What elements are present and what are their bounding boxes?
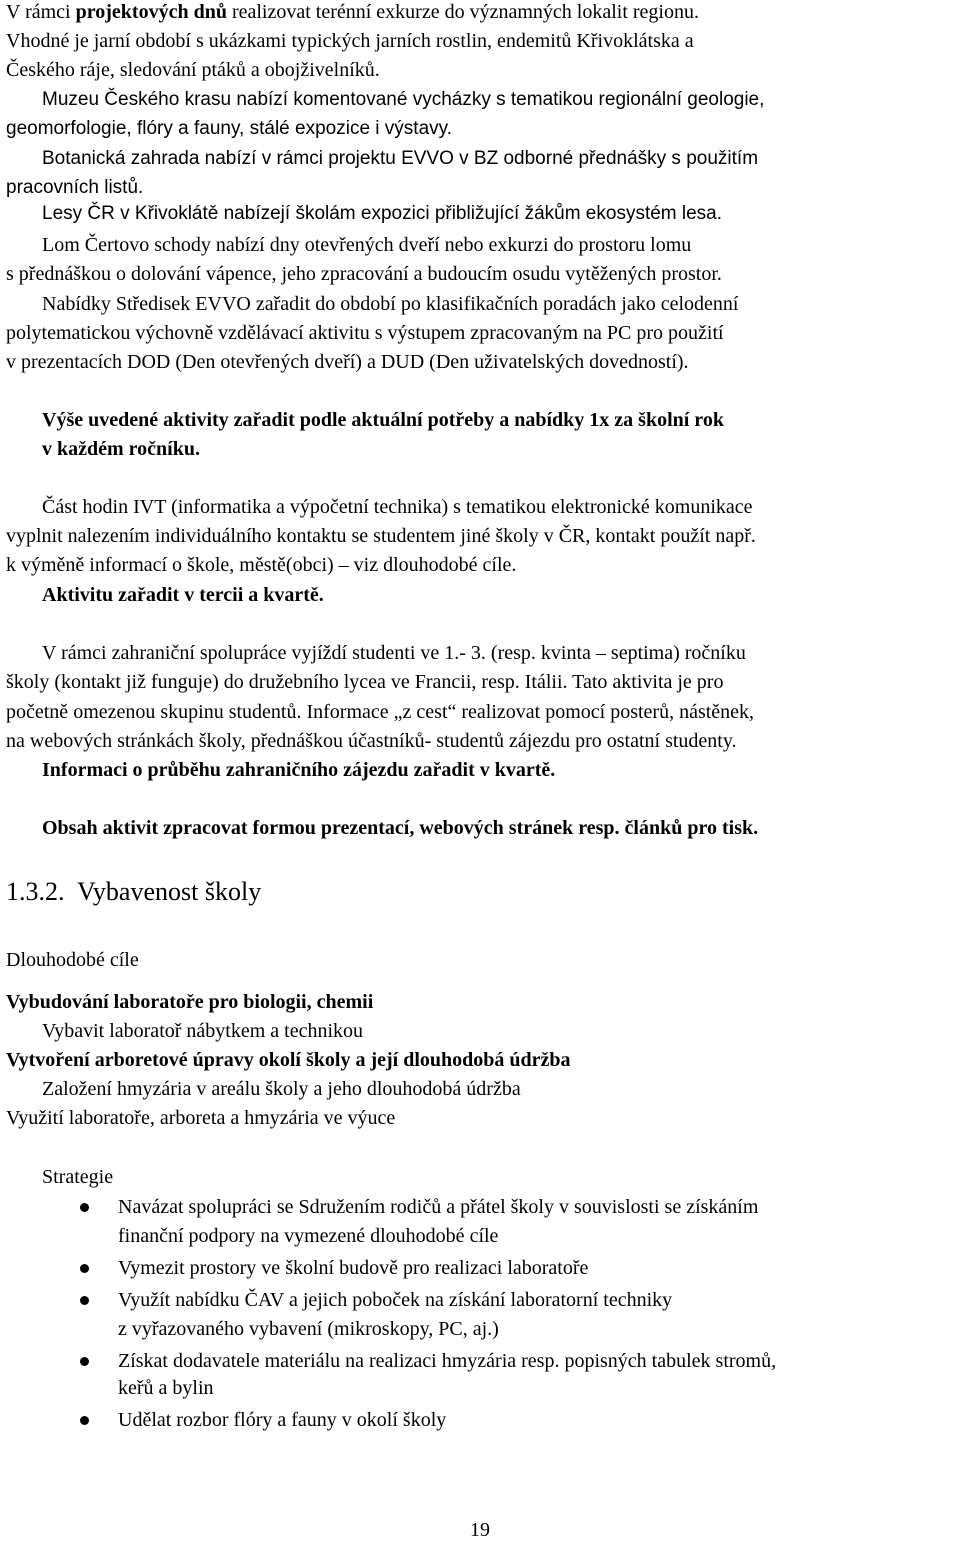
intro-line-8: Lesy ČR v Křivoklátě nabízejí školám expozici přibližující žákům ekosystém lesa. bbox=[42, 203, 723, 224]
intro-line-12: polytematickou výchovně vzdělávací aktivitu s výstupem zpracovaným na PC pro použití bbox=[6, 322, 724, 344]
goal-3: Využití laboratoře, arboreta a hmyzária ve výuce bbox=[6, 1107, 396, 1129]
section-title: Vybavenost školy bbox=[77, 877, 262, 906]
goal-1: Vybudování laboratoře pro biologii, chemii bbox=[6, 991, 374, 1013]
activities-line-2: v každém ročníku. bbox=[42, 438, 200, 460]
intro-line-11: Nabídky Středisek EVVO zařadit do období po klasifikačních poradách jako celodenní bbox=[42, 293, 739, 315]
intro-line-4: Muzeu Českého krasu nabízí komentované vycházky s tematikou regionální geologie, bbox=[42, 89, 765, 110]
goal-1-sub: Vybavit laboratoř nábytkem a technikou bbox=[42, 1020, 364, 1042]
strategy-item-5: Udělat rozbor flóry a fauny v okolí školy bbox=[118, 1409, 447, 1431]
strategy-item-3-line-2: z vyřazovaného vybavení (mikroskopy, PC, aj.) bbox=[118, 1318, 499, 1340]
goals-heading: Dlouhodobé cíle bbox=[6, 949, 139, 971]
strategy-item-1-line-1: Navázat spolupráci se Sdružením rodičů a přátel školy v souvislosti se získáním bbox=[118, 1196, 759, 1218]
ivt-line-3: k výměně informací o škole, městě(obci) – viz dlouhodobé cíle. bbox=[6, 554, 517, 576]
intro-line-2: Vhodné je jarní období s ukázkami typických jarních rostlin, endemitů Křivoklátska a bbox=[6, 30, 694, 52]
abroad-line-3: početně omezenou skupinu studentů. Informace „z cest“ realizovat pomocí posterů, nástěnek, bbox=[6, 701, 755, 723]
bullet-icon bbox=[80, 1416, 89, 1425]
goal-2-sub: Založení hmyzária v areálu školy a jeho dlouhodobá údržba bbox=[42, 1078, 521, 1100]
activities-line-1: Výše uvedené aktivity zařadit podle aktuální potřeby a nabídky 1x za školní rok bbox=[42, 409, 724, 431]
strategy-item-4-line-1: Získat dodavatele materiálu na realizaci hmyzária resp. popisných tabulek stromů, bbox=[118, 1350, 777, 1372]
ivt-line-1: Část hodin IVT (informatika a výpočetní technika) s tematikou elektronické komunikace bbox=[42, 496, 753, 518]
intro-line-3: Českého ráje, sledování ptáků a obojživelníků. bbox=[6, 59, 380, 81]
intro-line-9: Lom Čertovo schody nabízí dny otevřených dveří nebo exkurzi do prostoru lomu bbox=[42, 234, 692, 256]
ivt-line-4: Aktivitu zařadit v tercii a kvartě. bbox=[42, 584, 324, 606]
strategy-item-4-line-2: keřů a bylin bbox=[118, 1377, 214, 1399]
ivt-line-2: vyplnit nalezením individuálního kontaktu se studentem jiné školy v ČR, kontakt použít např. bbox=[6, 525, 756, 547]
page-number: 19 bbox=[470, 1519, 490, 1541]
projektove-dny-emphasis: projektových dnů bbox=[75, 1, 227, 23]
intro-line-10: s přednáškou o dolování vápence, jeho zpracování a budoucím osudu vytěžených prostor. bbox=[6, 263, 722, 285]
abroad-line-4: na webových stránkách školy, přednáškou účastníků- studentů zájezdu pro ostatní studenty. bbox=[6, 730, 737, 752]
intro-line-7: pracovních listů. bbox=[6, 177, 144, 198]
summary-line: Obsah aktivit zpracovat formou prezentací, webových stránek resp. článků pro tisk. bbox=[42, 817, 759, 839]
strategy-item-1-line-2: finanční podpory na vymezené dlouhodobé cíle bbox=[118, 1225, 499, 1247]
section-number: 1.3.2. bbox=[6, 877, 65, 906]
strategy-heading: Strategie bbox=[42, 1166, 114, 1188]
intro-line-6: Botanická zahrada nabízí v rámci projektu EVVO v BZ odborné přednášky s použitím bbox=[42, 148, 759, 169]
intro-line-1: V rámci projektových dnů realizovat terénní exkurze do významných lokalit regionu. bbox=[6, 1, 699, 23]
goal-2: Vytvoření arboretové úpravy okolí školy a její dlouhodobá údržba bbox=[6, 1049, 571, 1071]
bullet-icon bbox=[80, 1264, 89, 1273]
abroad-line-1: V rámci zahraniční spolupráce vyjíždí studenti ve 1.- 3. (resp. kvinta – septima) ročníku bbox=[42, 642, 746, 664]
intro-line-5: geomorfologie, flóry a fauny, stálé expozice i výstavy. bbox=[6, 118, 453, 139]
bullet-icon bbox=[80, 1296, 89, 1305]
abroad-line-2: školy (kontakt již funguje) do družebního lycea ve Francii, resp. Itálii. Tato aktivita je pro bbox=[6, 671, 724, 693]
abroad-line-5: Informaci o průběhu zahraničního zájezdu zařadit v kvartě. bbox=[42, 759, 556, 781]
strategy-item-2: Vymezit prostory ve školní budově pro realizaci laboratoře bbox=[118, 1257, 589, 1279]
intro-line-13: v prezentacích DOD (Den otevřených dveří) a DUD (Den uživatelských dovedností). bbox=[6, 351, 689, 373]
bullet-icon bbox=[80, 1357, 89, 1366]
strategy-item-3-line-1: Využít nabídku ČAV a jejich poboček na získání laboratorní techniky bbox=[118, 1289, 673, 1311]
bullet-icon bbox=[80, 1203, 89, 1212]
section-heading bbox=[6, 877, 261, 907]
